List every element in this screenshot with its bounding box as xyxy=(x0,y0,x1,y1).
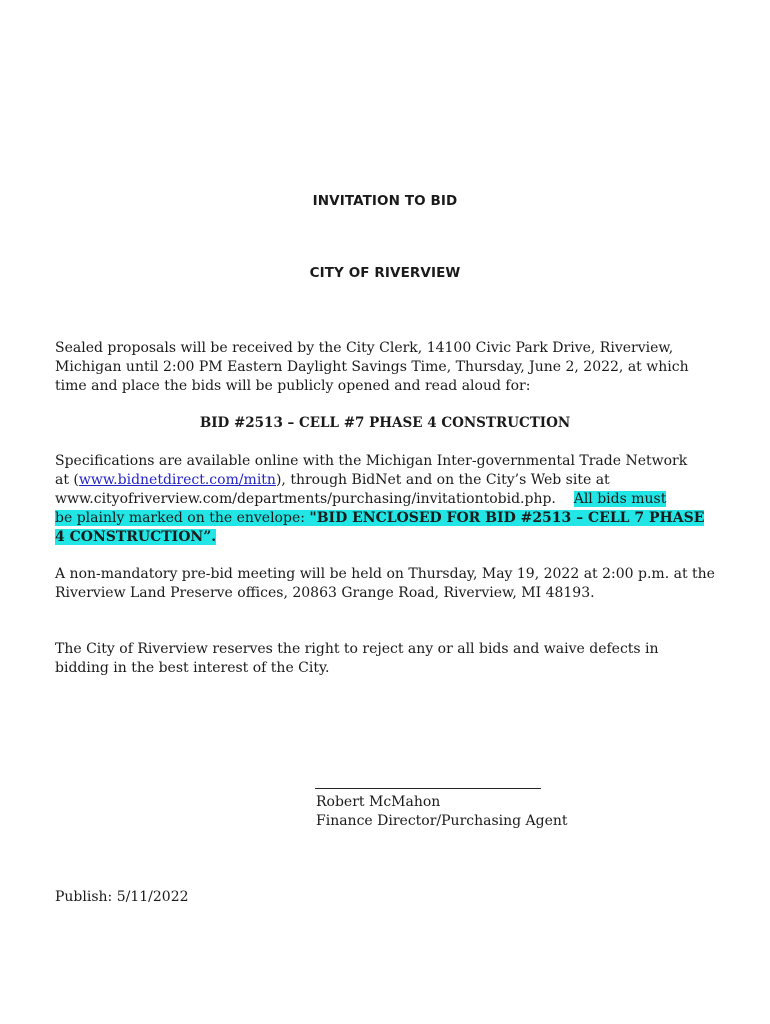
specs-line-2-pre: at ( xyxy=(55,472,79,488)
specs-line-2-post: ), through BidNet and on the City’s Web site at xyxy=(275,472,610,488)
signatory-name: Robert McMahon xyxy=(316,794,441,810)
prebid-paragraph: A non-mandatory pre-bid meeting will be held on Thursday, May 19, 2022 at 2:00 p.m. at the Riverview Land Preserve offices, 20863 Grange Road, Riverview, MI 48193. xyxy=(55,566,715,601)
specs-line-1: Specifications are available online with the Michigan Inter-governmental Trade Network xyxy=(55,453,688,469)
specs-line-3 xyxy=(55,490,735,509)
highlight-text-a: All bids must xyxy=(573,491,667,507)
signatory-title: Finance Director/Purchasing Agent xyxy=(316,813,568,829)
reserve-rights-paragraph: The City of Riverview reserves the right to reject any or all bids and waive defects in bidding in the best interest of the City. xyxy=(55,641,659,676)
specs-line-5 xyxy=(55,528,735,547)
document-title: INVITATION TO BID xyxy=(312,193,458,209)
specs-line-2 xyxy=(55,471,735,490)
publish-date: Publish: 5/11/2022 xyxy=(55,889,189,905)
highlight-text-b: be plainly marked on the envelope: xyxy=(55,510,310,526)
bid-title: BID #2513 – CELL #7 PHASE 4 CONSTRUCTION xyxy=(199,415,571,431)
highlight-bold-b: 4 CONSTRUCTION”. xyxy=(55,529,217,545)
specs-line-4 xyxy=(55,509,735,528)
city-website-url: www.cityofriverview.com/departments/purchasing/invitationtobid.php. xyxy=(55,491,556,507)
bidnet-link[interactable]: www.bidnetdirect.com/mitn xyxy=(78,472,276,488)
intro-paragraph: Sealed proposals will be received by the City Clerk, 14100 Civic Park Drive, Riverview, Michigan until 2:00 PM Eastern Daylight Savings Time, Thursday, June 2, 2022, at which time and place the bids will be publicly opened and read aloud for: xyxy=(55,340,689,394)
specifications-paragraph xyxy=(55,452,735,547)
city-heading: CITY OF RIVERVIEW xyxy=(309,265,461,281)
highlight-bold-a: "BID ENCLOSED FOR BID #2513 – CELL 7 PHASE xyxy=(309,510,705,526)
signature-line xyxy=(315,788,541,789)
